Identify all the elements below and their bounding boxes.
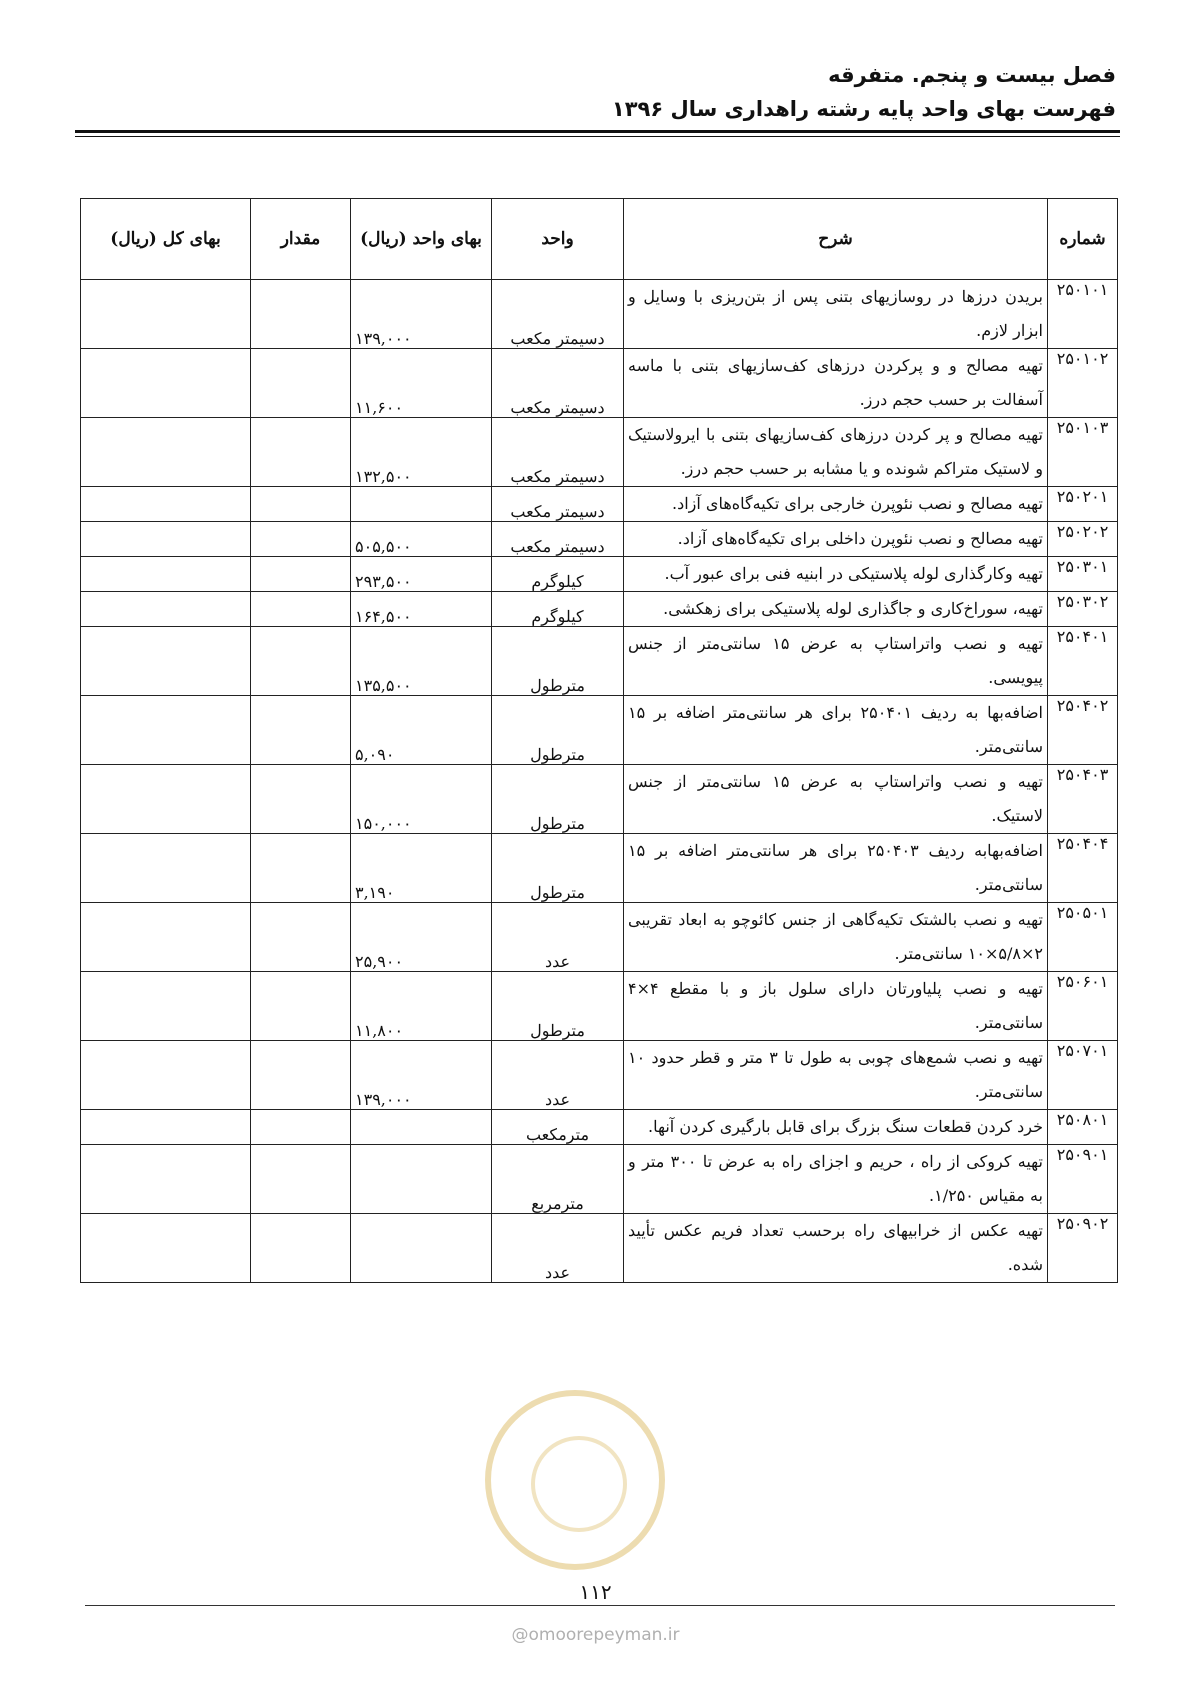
row-quantity-cell xyxy=(251,349,351,418)
row-total-price-cell xyxy=(81,487,251,522)
header-divider-thin xyxy=(75,136,1120,137)
row-number-cell: ۲۵۰۶۰۱ xyxy=(1048,972,1118,1041)
row-total-price-cell xyxy=(81,1145,251,1214)
table-header-row xyxy=(81,199,1118,280)
row-unit-cell: مترطول xyxy=(492,765,624,834)
row-number-cell: ۲۵۰۲۰۱ xyxy=(1048,487,1118,522)
table-row xyxy=(81,418,1118,487)
table-row xyxy=(81,1214,1118,1283)
document-subtitle: فهرست بهای واحد پایه رشته راهداری سال ۱۳۹۶ xyxy=(611,97,1116,121)
watermark-text: @omoorepeyman.ir xyxy=(511,1625,680,1645)
row-description-cell: تهیه و نصب شمع‌های چوبی به طول تا ۳ متر و قطر حدود ۱۰ سانتی‌متر. xyxy=(624,1041,1048,1110)
row-unit-price-cell: ۳,۱۹۰ xyxy=(351,834,492,903)
table-body xyxy=(81,280,1118,1283)
row-number-cell: ۲۵۰۱۰۲ xyxy=(1048,349,1118,418)
row-quantity-cell xyxy=(251,1145,351,1214)
table-row xyxy=(81,765,1118,834)
row-description-cell: خرد کردن قطعات سنگ بزرگ برای قابل بارگیری کردن آنها. xyxy=(624,1110,1048,1145)
table-row xyxy=(81,972,1118,1041)
table-row xyxy=(81,487,1118,522)
row-quantity-cell xyxy=(251,418,351,487)
row-total-price-cell xyxy=(81,696,251,765)
row-unit-cell: مترطول xyxy=(492,972,624,1041)
row-description-cell: تهیه مصالح و نصب نئوپرن داخلی برای تکیه‌گاه‌های آزاد. xyxy=(624,522,1048,557)
row-description-cell: اضافه‌بهابه ردیف ۲۵۰۴۰۳ برای هر سانتی‌متر اضافه بر ۱۵ سانتی‌متر. xyxy=(624,834,1048,903)
row-quantity-cell xyxy=(251,903,351,972)
row-total-price-cell xyxy=(81,557,251,592)
table-row xyxy=(81,349,1118,418)
row-unit-price-cell xyxy=(351,1145,492,1214)
row-quantity-cell xyxy=(251,696,351,765)
row-unit-cell: مترمربع xyxy=(492,1145,624,1214)
row-total-price-cell xyxy=(81,1110,251,1145)
row-total-price-cell xyxy=(81,1214,251,1283)
row-quantity-cell xyxy=(251,1110,351,1145)
column-header-total-price: بهای کل (ریال) xyxy=(81,199,251,280)
row-unit-price-cell: ۱۶۴,۵۰۰ xyxy=(351,592,492,627)
table-row xyxy=(81,557,1118,592)
row-unit-price-cell: ۱۳۲,۵۰۰ xyxy=(351,418,492,487)
row-description-cell: تهیه کروکی از راه ، حریم و اجزای راه به عرض تا ۳۰۰ متر و به مقیاس ۱/۲۵۰. xyxy=(624,1145,1048,1214)
row-unit-cell: عدد xyxy=(492,1041,624,1110)
row-number-cell: ۲۵۰۹۰۱ xyxy=(1048,1145,1118,1214)
row-total-price-cell xyxy=(81,418,251,487)
row-number-cell: ۲۵۰۳۰۱ xyxy=(1048,557,1118,592)
row-total-price-cell xyxy=(81,765,251,834)
row-unit-price-cell: ۲۵,۹۰۰ xyxy=(351,903,492,972)
row-unit-cell: دسیمتر مکعب xyxy=(492,487,624,522)
row-number-cell: ۲۵۰۱۰۳ xyxy=(1048,418,1118,487)
row-unit-cell: مترطول xyxy=(492,696,624,765)
row-description-cell: اضافه‌بها به ردیف ۲۵۰۴۰۱ برای هر سانتی‌متر اضافه بر ۱۵ سانتی‌متر. xyxy=(624,696,1048,765)
row-unit-price-cell: ۱۱,۶۰۰ xyxy=(351,349,492,418)
row-number-cell: ۲۵۰۹۰۲ xyxy=(1048,1214,1118,1283)
table-row xyxy=(81,1041,1118,1110)
row-unit-price-cell: ۱۳۹,۰۰۰ xyxy=(351,1041,492,1110)
row-total-price-cell xyxy=(81,280,251,349)
row-description-cell: تهیه و نصب واتراستاپ به عرض ۱۵ سانتی‌متر از جنس لاستیک. xyxy=(624,765,1048,834)
row-unit-price-cell: ۱۵۰,۰۰۰ xyxy=(351,765,492,834)
row-total-price-cell xyxy=(81,522,251,557)
price-list-table xyxy=(80,198,1118,1283)
header-divider-thick xyxy=(75,130,1120,133)
column-header-quantity: مقدار xyxy=(251,199,351,280)
column-header-number: شماره xyxy=(1048,199,1118,280)
row-quantity-cell xyxy=(251,972,351,1041)
row-quantity-cell xyxy=(251,1214,351,1283)
table-row xyxy=(81,696,1118,765)
row-description-cell: تهیه و نصب بالشتک تکیه‌گاهی از جنس کائوچو به ابعاد تقریبی ۲×۵/۸×۱۰ سانتی‌متر. xyxy=(624,903,1048,972)
row-unit-cell: مترطول xyxy=(492,627,624,696)
row-number-cell: ۲۵۰۳۰۲ xyxy=(1048,592,1118,627)
row-number-cell: ۲۵۰۲۰۲ xyxy=(1048,522,1118,557)
row-unit-cell: دسیمتر مکعب xyxy=(492,349,624,418)
row-quantity-cell xyxy=(251,280,351,349)
row-quantity-cell xyxy=(251,557,351,592)
row-quantity-cell xyxy=(251,834,351,903)
row-unit-price-cell: ۱۳۵,۵۰۰ xyxy=(351,627,492,696)
table-row xyxy=(81,280,1118,349)
row-unit-cell: کیلوگرم xyxy=(492,557,624,592)
row-unit-price-cell: ۲۹۳,۵۰۰ xyxy=(351,557,492,592)
row-quantity-cell xyxy=(251,487,351,522)
row-number-cell: ۲۵۰۵۰۱ xyxy=(1048,903,1118,972)
row-unit-price-cell xyxy=(351,1214,492,1283)
row-number-cell: ۲۵۰۴۰۲ xyxy=(1048,696,1118,765)
page-header xyxy=(66,58,1116,126)
row-description-cell: تهیه مصالح و نصب نئوپرن خارجی برای تکیه‌گاه‌های آزاد. xyxy=(624,487,1048,522)
table-row xyxy=(81,627,1118,696)
column-header-description: شرح xyxy=(624,199,1048,280)
row-unit-price-cell: ۱۱,۸۰۰ xyxy=(351,972,492,1041)
row-description-cell: تهیه و نصب پلیاورتان دارای سلول باز و با مقطع ۴×۴ سانتی‌متر. xyxy=(624,972,1048,1041)
row-quantity-cell xyxy=(251,1041,351,1110)
row-total-price-cell xyxy=(81,349,251,418)
row-unit-cell: عدد xyxy=(492,903,624,972)
row-total-price-cell xyxy=(81,834,251,903)
row-unit-cell: مترمکعب xyxy=(492,1110,624,1145)
table-row xyxy=(81,903,1118,972)
chapter-title: فصل بیست و پنجم. متفرقه xyxy=(828,63,1116,87)
row-unit-cell: دسیمتر مکعب xyxy=(492,280,624,349)
row-unit-cell: دسیمتر مکعب xyxy=(492,522,624,557)
column-header-unit-price: بهای واحد (ریال) xyxy=(351,199,492,280)
row-description-cell: تهیه عکس از خرابیهای راه برحسب تعداد فریم عکس تأیید شده. xyxy=(624,1214,1048,1283)
row-unit-price-cell xyxy=(351,487,492,522)
table-row xyxy=(81,592,1118,627)
row-description-cell: تهیه مصالح و پر کردن درزهای کف‌سازیهای بتنی با ایرولاستیک و لاستیک متراکم شونده و یا مشابه بر حسب حجم درز. xyxy=(624,418,1048,487)
row-total-price-cell xyxy=(81,1041,251,1110)
row-quantity-cell xyxy=(251,522,351,557)
row-total-price-cell xyxy=(81,903,251,972)
table-row xyxy=(81,1110,1118,1145)
table-row xyxy=(81,522,1118,557)
row-number-cell: ۲۵۰۷۰۱ xyxy=(1048,1041,1118,1110)
row-unit-cell: دسیمتر مکعب xyxy=(492,418,624,487)
row-description-cell: تهیه و نصب واتراستاپ به عرض ۱۵ سانتی‌متر از جنس پیویسی. xyxy=(624,627,1048,696)
row-quantity-cell xyxy=(251,627,351,696)
row-number-cell: ۲۵۰۱۰۱ xyxy=(1048,280,1118,349)
row-quantity-cell xyxy=(251,765,351,834)
row-total-price-cell xyxy=(81,592,251,627)
row-quantity-cell xyxy=(251,592,351,627)
row-description-cell: تهیه، سوراخ‌کاری و جاگذاری لوله پلاستیکی برای زهکشی. xyxy=(624,592,1048,627)
row-number-cell: ۲۵۰۴۰۴ xyxy=(1048,834,1118,903)
row-unit-cell: کیلوگرم xyxy=(492,592,624,627)
row-description-cell: تهیه وکارگذاری لوله پلاستیکی در ابنیه فنی برای عبور آب. xyxy=(624,557,1048,592)
table-row xyxy=(81,1145,1118,1214)
stamp-seal xyxy=(485,1390,665,1570)
row-total-price-cell xyxy=(81,972,251,1041)
row-description-cell: تهیه مصالح و و پرکردن درزهای کف‌سازیهای بتنی با ماسه آسفالت بر حسب حجم درز. xyxy=(624,349,1048,418)
footer-divider xyxy=(85,1605,1115,1606)
row-unit-price-cell: ۱۳۹,۰۰۰ xyxy=(351,280,492,349)
row-unit-cell: عدد xyxy=(492,1214,624,1283)
row-unit-price-cell xyxy=(351,1110,492,1145)
row-unit-price-cell: ۵۰۵,۵۰۰ xyxy=(351,522,492,557)
row-description-cell: بریدن درزها در روسازیهای بتنی پس از بتن‌ریزی با وسایل و ابزار لازم. xyxy=(624,280,1048,349)
row-number-cell: ۲۵۰۸۰۱ xyxy=(1048,1110,1118,1145)
row-total-price-cell xyxy=(81,627,251,696)
page-number: ۱۱۲ xyxy=(579,1580,612,1604)
row-number-cell: ۲۵۰۴۰۳ xyxy=(1048,765,1118,834)
row-number-cell: ۲۵۰۴۰۱ xyxy=(1048,627,1118,696)
row-unit-cell: مترطول xyxy=(492,834,624,903)
row-unit-price-cell: ۵,۰۹۰ xyxy=(351,696,492,765)
table-row xyxy=(81,834,1118,903)
column-header-unit: واحد xyxy=(492,199,624,280)
